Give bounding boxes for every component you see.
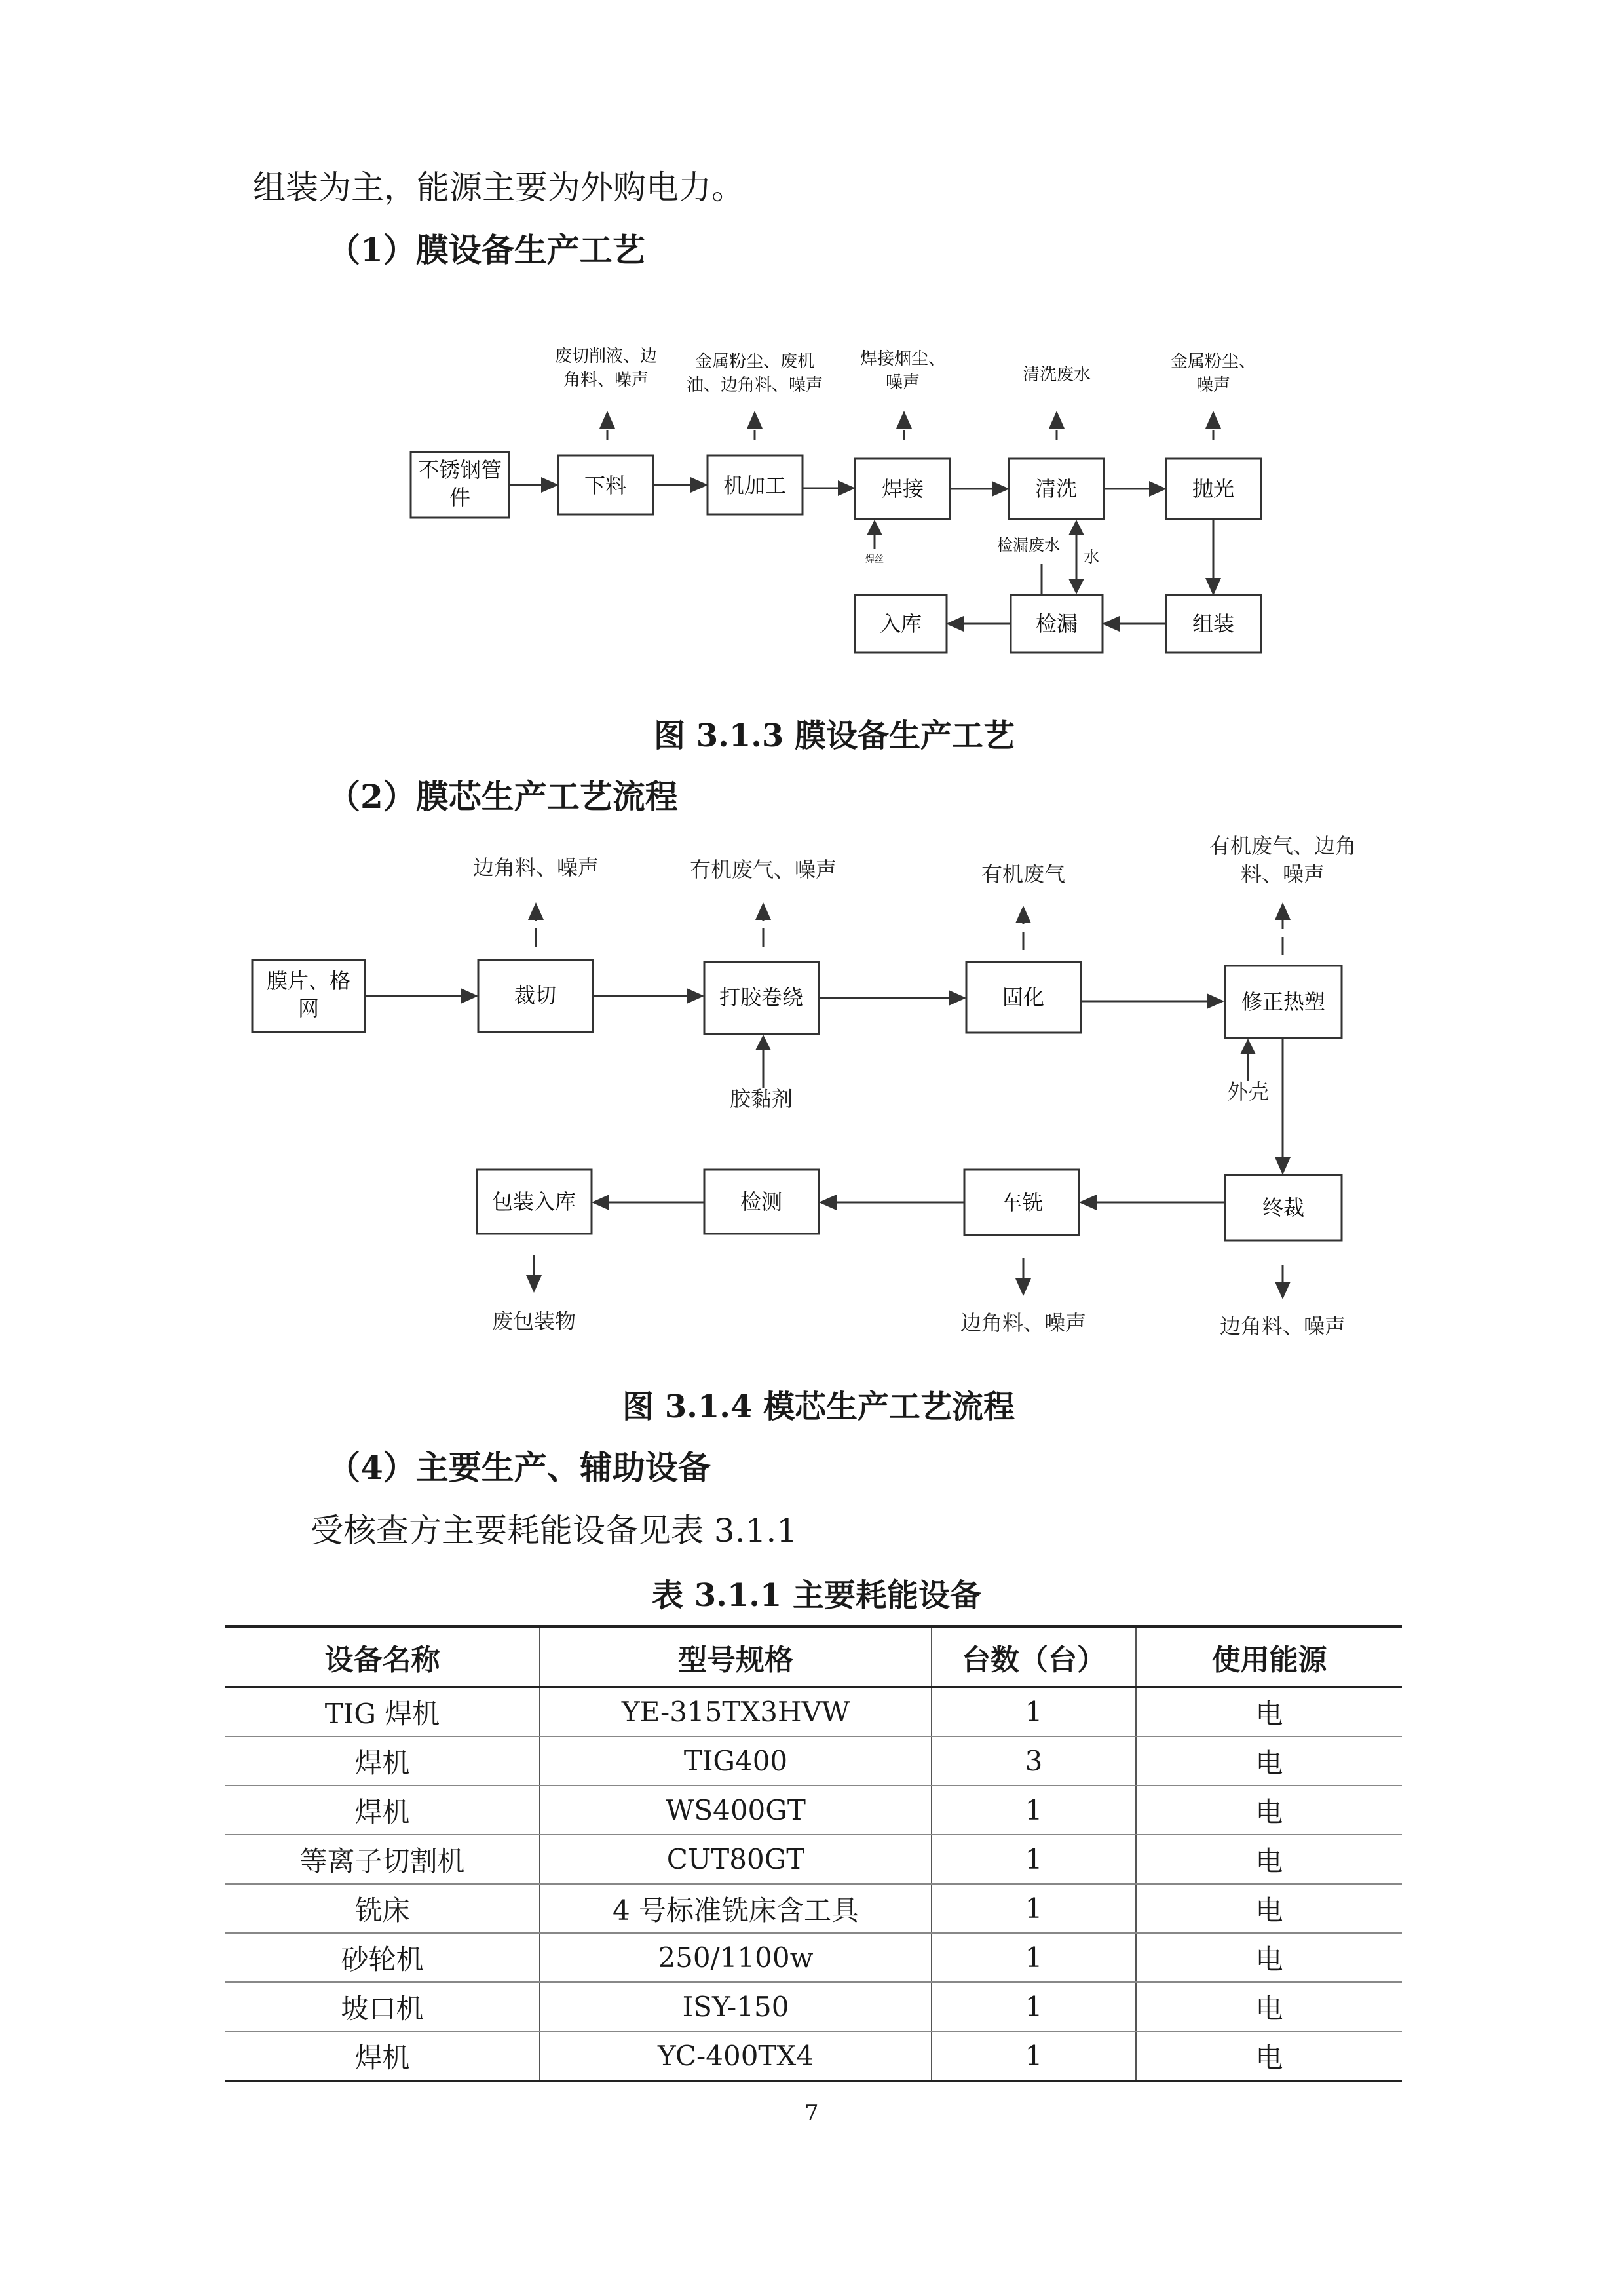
- equipment-table: [225, 1625, 1402, 2082]
- table-row: [225, 1982, 1402, 2031]
- box-label: 车铣: [1000, 1190, 1044, 1215]
- section1-heading: （1）膜设备生产工艺: [328, 231, 645, 269]
- table-row: [225, 1884, 1402, 1933]
- box-label: 终裁: [1262, 1195, 1305, 1220]
- table-cell: 电: [1136, 1687, 1402, 1737]
- table-cell: TIG 焊机: [225, 1687, 540, 1737]
- table-header-row: [225, 1627, 1402, 1687]
- table-cell: 电: [1136, 1933, 1402, 1982]
- table-row: [225, 1786, 1402, 1835]
- table-cell: 电: [1136, 1835, 1402, 1884]
- box-label: 抛光: [1192, 476, 1235, 501]
- table-header: 台数（台）: [932, 1627, 1136, 1687]
- emission-label: 边角料、噪声: [472, 855, 599, 880]
- box-label: 网: [297, 996, 320, 1021]
- table-row: [225, 2031, 1402, 2081]
- table-cell: 电: [1136, 1884, 1402, 1933]
- box-label: 包装入库: [491, 1189, 576, 1214]
- table-row: [225, 1835, 1402, 1884]
- table-cell: 250/1100w: [540, 1933, 932, 1982]
- table-header: 使用能源: [1136, 1627, 1402, 1687]
- table-cell: 砂轮机: [225, 1933, 540, 1982]
- table-cell: 1: [932, 1884, 1136, 1933]
- section4-heading: （4）主要生产、辅助设备: [328, 1448, 711, 1487]
- box-label: 焊接: [881, 476, 924, 501]
- input-label-water: 水: [1084, 548, 1099, 566]
- box-label: 固化: [1002, 985, 1045, 1010]
- box-label: 检漏: [1035, 611, 1078, 636]
- table-cell: 4 号标准铣床含工具: [540, 1884, 932, 1933]
- emission-label: 废包装物: [491, 1309, 576, 1333]
- box-label: 检测: [740, 1189, 783, 1214]
- box-label: 下料: [584, 473, 627, 498]
- table-cell: 焊机: [225, 1786, 540, 1835]
- emission-label: 金属粉尘、废机: [694, 352, 815, 372]
- table-cell: 1: [932, 1933, 1136, 1982]
- page-number: 7: [804, 2100, 819, 2126]
- table-cell: 焊机: [225, 1736, 540, 1786]
- emission-label: 油、边角料、噪声: [686, 375, 823, 395]
- table-cell: 电: [1136, 1982, 1402, 2031]
- table-cell: 焊机: [225, 2031, 540, 2081]
- box-label: 不锈钢管: [417, 457, 502, 482]
- emission-label: 噪声: [885, 373, 920, 392]
- box-label: 修正热塑: [1241, 989, 1326, 1014]
- input-label-leak-water: 检漏废水: [997, 536, 1060, 554]
- table-cell: CUT80GT: [540, 1835, 932, 1884]
- table-row: [225, 1933, 1402, 1982]
- table-cell: 1: [932, 1687, 1136, 1737]
- table-cell: 1: [932, 2031, 1136, 2081]
- table-header: 设备名称: [225, 1627, 540, 1687]
- process-diagram-membrane-equipment: [0, 0, 1624, 721]
- table-cell: 1: [932, 1786, 1136, 1835]
- table-row: [225, 1687, 1402, 1737]
- emission-label: 有机废气、噪声: [689, 857, 837, 882]
- table-cell: 坡口机: [225, 1982, 540, 2031]
- table-cell: 电: [1136, 1736, 1402, 1786]
- emission-label: 有机废气、边角: [1209, 833, 1357, 858]
- emission-label: 边角料、噪声: [1219, 1314, 1346, 1339]
- table-cell: TIG400: [540, 1736, 932, 1786]
- emission-label: 噪声: [1196, 375, 1231, 395]
- box-label: 件: [449, 485, 471, 510]
- table-cell: 3: [932, 1736, 1136, 1786]
- box-label: 打胶卷绕: [719, 985, 804, 1010]
- box-label: 清洗: [1034, 476, 1078, 501]
- table-cell: 1: [932, 1982, 1136, 2031]
- table-cell: WS400GT: [540, 1786, 932, 1835]
- table-intro-text: 受核查方主要耗能设备见表 3.1.1: [311, 1512, 798, 1550]
- section2-heading: （2）膜芯生产工艺流程: [328, 777, 678, 816]
- table-caption-3-1-1: 表 3.1.1 主要耗能设备: [652, 1577, 982, 1614]
- table-row: [225, 1736, 1402, 1786]
- input-label-weld-wire: 焊丝: [865, 554, 884, 565]
- emission-label: 金属粉尘、: [1170, 352, 1256, 372]
- emission-label: 废切削液、边: [554, 347, 658, 366]
- table-cell: YC-400TX4: [540, 2031, 932, 2081]
- box-label: 膜片、格: [266, 968, 351, 993]
- table-cell: 1: [932, 1835, 1136, 1884]
- intro-text: 组装为主，能源主要为外购电力。: [253, 168, 744, 206]
- emission-label: 角料、噪声: [563, 370, 649, 390]
- table-cell: ISY-150: [540, 1982, 932, 2031]
- table-cell: 铣床: [225, 1884, 540, 1933]
- process-diagram-membrane-core: [0, 813, 1624, 1376]
- emission-label: 有机废气: [981, 862, 1066, 887]
- input-label-glue: 胶黏剂: [729, 1086, 793, 1111]
- input-label-shell: 外壳: [1226, 1079, 1270, 1104]
- figure-caption-3-1-4: 图 3.1.4 模芯生产工艺流程: [622, 1388, 1015, 1425]
- emission-label: 焊接烟尘、: [859, 349, 946, 369]
- table-header: 型号规格: [540, 1627, 932, 1687]
- box-label: 入库: [879, 611, 922, 636]
- emission-label: 料、噪声: [1240, 862, 1325, 887]
- figure-caption-3-1-3: 图 3.1.3 膜设备生产工艺: [654, 718, 1015, 754]
- table-cell: YE-315TX3HVW: [540, 1687, 932, 1737]
- emission-label: 清洗废水: [1022, 365, 1091, 385]
- box-label: 组装: [1192, 611, 1235, 636]
- table-cell: 电: [1136, 2031, 1402, 2081]
- emission-label: 边角料、噪声: [960, 1311, 1087, 1335]
- table-cell: 等离子切割机: [225, 1835, 540, 1884]
- box-label: 裁切: [514, 983, 557, 1008]
- box-label: 机加工: [723, 473, 787, 498]
- table-cell: 电: [1136, 1786, 1402, 1835]
